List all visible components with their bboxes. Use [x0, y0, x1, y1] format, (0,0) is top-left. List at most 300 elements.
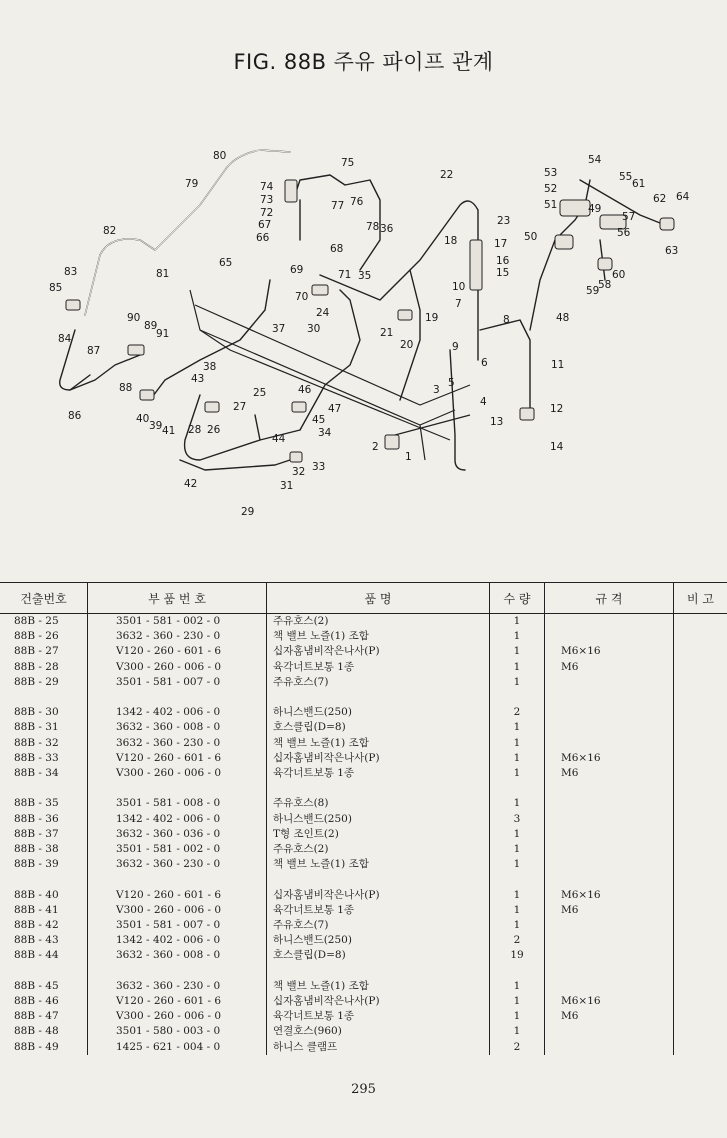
cell-ref: 88B - 29	[14, 675, 59, 688]
callout-number: 18	[444, 235, 458, 247]
cell-note	[674, 1009, 727, 1024]
cell-part-number: 3632 - 360 - 008 - 0	[88, 948, 267, 963]
callout-number: 5	[448, 377, 455, 389]
cell-ref: 88B - 28	[14, 660, 59, 673]
spacer-cell	[545, 964, 674, 979]
cell-ref: 88B - 47	[14, 1010, 59, 1023]
spacer-cell	[88, 781, 267, 796]
cell-ref: 88B - 38	[14, 843, 59, 856]
callout-number: 24	[316, 307, 330, 319]
header-qty: 수 량	[490, 583, 545, 614]
cell-part-number: 3632 - 360 - 036 - 0	[88, 827, 267, 842]
cell-qty: 1	[490, 644, 545, 659]
cell-part-number: 1342 - 402 - 006 - 0	[88, 705, 267, 720]
parts-list-table	[0, 582, 727, 1055]
cell-name: 주유호스(8)	[267, 796, 490, 811]
callout-number: 17	[494, 238, 508, 250]
callout-number: 56	[617, 227, 631, 239]
callout-number: 29	[241, 506, 255, 518]
cell-ref: 88B - 33	[14, 751, 59, 764]
cell-spec: M6	[545, 1009, 674, 1024]
cell-qty: 1	[490, 979, 545, 994]
cell-name: 육각너트보통 1종	[267, 903, 490, 918]
callout-number: 58	[598, 279, 612, 291]
cell-qty: 1	[490, 1009, 545, 1024]
cell-part-number: V300 - 260 - 006 - 0	[88, 1009, 267, 1024]
cell-qty: 1	[490, 736, 545, 751]
cell-part-number: 1342 - 402 - 006 - 0	[88, 812, 267, 827]
callout-number: 43	[191, 373, 205, 385]
cell-note	[674, 736, 727, 751]
callout-number: 37	[272, 323, 286, 335]
cell-part-number: 3632 - 360 - 230 - 0	[88, 857, 267, 872]
callout-number: 1	[405, 451, 412, 463]
callout-number: 2	[372, 441, 379, 453]
cell-name: 책 밸브 노즐(1) 조합	[267, 857, 490, 872]
callout-number: 61	[632, 178, 646, 190]
cell-part-number: V300 - 260 - 006 - 0	[88, 660, 267, 675]
cell-name: 책 밸브 노즐(1) 조합	[267, 736, 490, 751]
parts-table-body	[0, 614, 727, 1055]
spacer-cell	[545, 781, 674, 796]
callout-number: 33	[312, 461, 326, 473]
callout-number: 55	[619, 171, 633, 183]
callout-number: 8	[503, 314, 510, 326]
cell-name: 십자홈냄비작은나사(P)	[267, 888, 490, 903]
exploded-parts-diagram	[0, 140, 727, 530]
cell-ref: 88B - 46	[14, 995, 59, 1008]
callout-number: 67	[258, 219, 272, 231]
cell-spec	[545, 675, 674, 690]
callout-number: 72	[260, 207, 274, 219]
table-header-row	[0, 583, 727, 614]
callout-number: 38	[203, 361, 217, 373]
cell-qty: 1	[490, 1024, 545, 1039]
cell-note	[674, 842, 727, 857]
cell-note	[674, 766, 727, 781]
cell-name: T형 조인트(2)	[267, 827, 490, 842]
cell-name: 육각너트보통 1종	[267, 660, 490, 675]
table-row	[0, 857, 727, 872]
table-row	[0, 660, 727, 675]
spacer-cell	[0, 690, 88, 705]
spacer-cell	[490, 872, 545, 887]
cell-part-number: V120 - 260 - 601 - 6	[88, 994, 267, 1009]
spacer-cell	[490, 690, 545, 705]
callout-number: 26	[207, 424, 221, 436]
cell-qty: 1	[490, 614, 545, 630]
spacer-cell	[674, 964, 727, 979]
cell-part-number: 1342 - 402 - 006 - 0	[88, 933, 267, 948]
cell-qty: 1	[490, 918, 545, 933]
callout-number: 68	[330, 243, 344, 255]
callout-number: 19	[425, 312, 439, 324]
table-row	[0, 766, 727, 781]
table-row	[0, 994, 727, 1009]
spacer-cell	[0, 872, 88, 887]
cell-spec	[545, 614, 674, 630]
callout-number: 77	[331, 200, 345, 212]
spacer-cell	[88, 690, 267, 705]
cell-ref: 88B - 34	[14, 767, 59, 780]
callout-number: 65	[219, 257, 233, 269]
spacer-cell	[674, 872, 727, 887]
cell-spec: M6	[545, 660, 674, 675]
cell-ref: 88B - 43	[14, 934, 59, 947]
cell-name: 주유호스(2)	[267, 842, 490, 857]
callout-number: 82	[103, 225, 117, 237]
cell-note	[674, 644, 727, 659]
cell-ref: 88B - 41	[14, 903, 59, 916]
table-row	[0, 629, 727, 644]
table-row	[0, 1009, 727, 1024]
cell-qty: 2	[490, 1040, 545, 1055]
cell-spec: M6×16	[545, 644, 674, 659]
cell-note	[674, 614, 727, 630]
cell-spec: M6×16	[545, 751, 674, 766]
cell-note	[674, 812, 727, 827]
spacer-cell	[490, 781, 545, 796]
spacer-cell	[674, 690, 727, 705]
callout-number: 57	[622, 211, 636, 223]
cell-spec	[545, 1040, 674, 1055]
cell-name: 호스클립(D=8)	[267, 720, 490, 735]
callout-number: 60	[612, 269, 626, 281]
cell-name: 주유호스(7)	[267, 675, 490, 690]
table-row	[0, 720, 727, 735]
spacer-cell	[674, 781, 727, 796]
cell-ref: 88B - 44	[14, 949, 59, 962]
cell-name: 연결호스(960)	[267, 1024, 490, 1039]
cell-note	[674, 918, 727, 933]
cell-qty: 1	[490, 888, 545, 903]
callout-number: 86	[68, 410, 82, 422]
cell-part-number: V300 - 260 - 006 - 0	[88, 766, 267, 781]
cell-note	[674, 903, 727, 918]
cell-qty: 1	[490, 766, 545, 781]
callout-number: 12	[550, 403, 564, 415]
table-row	[0, 979, 727, 994]
callout-number: 46	[298, 384, 312, 396]
spacer-cell	[490, 964, 545, 979]
callout-number: 27	[233, 401, 247, 413]
cell-qty: 3	[490, 812, 545, 827]
group-spacer	[0, 872, 727, 887]
cell-part-number: V120 - 260 - 601 - 6	[88, 644, 267, 659]
cell-spec	[545, 918, 674, 933]
cell-note	[674, 857, 727, 872]
spacer-cell	[545, 690, 674, 705]
callout-number: 62	[653, 193, 667, 205]
callout-number: 52	[544, 183, 558, 195]
table-row	[0, 842, 727, 857]
cell-name: 책 밸브 노즐(1) 조합	[267, 629, 490, 644]
callout-number: 51	[544, 199, 558, 211]
cell-ref: 88B - 42	[14, 919, 59, 932]
cell-note	[674, 994, 727, 1009]
cell-note	[674, 933, 727, 948]
cell-qty: 2	[490, 705, 545, 720]
callout-number: 14	[550, 441, 564, 453]
cell-part-number: V300 - 260 - 006 - 0	[88, 903, 267, 918]
callout-number: 48	[556, 312, 570, 324]
callout-number: 9	[452, 341, 459, 353]
callout-number: 70	[295, 291, 309, 303]
cell-spec: M6	[545, 903, 674, 918]
cell-ref: 88B - 36	[14, 812, 59, 825]
table-row	[0, 948, 727, 963]
callout-number: 23	[497, 215, 511, 227]
table-row	[0, 705, 727, 720]
cell-name: 하니스밴드(250)	[267, 812, 490, 827]
spacer-cell	[267, 781, 490, 796]
callout-number: 50	[524, 231, 538, 243]
cell-spec	[545, 857, 674, 872]
cell-part-number: 3501 - 581 - 002 - 0	[88, 614, 267, 630]
callout-number: 73	[260, 194, 274, 206]
cell-ref: 88B - 35	[14, 797, 59, 810]
table-row	[0, 751, 727, 766]
callout-number: 78	[366, 221, 380, 233]
cell-note	[674, 796, 727, 811]
cell-spec: M6×16	[545, 994, 674, 1009]
callout-number: 45	[312, 414, 326, 426]
cell-ref: 88B - 48	[14, 1025, 59, 1038]
cell-ref: 88B - 39	[14, 858, 59, 871]
page-title: FIG. 88B 주유 파이프 관계	[233, 50, 494, 74]
callout-number: 11	[551, 359, 565, 371]
cell-qty: 1	[490, 660, 545, 675]
callout-number: 4	[480, 396, 487, 408]
cell-part-number: 3501 - 581 - 007 - 0	[88, 918, 267, 933]
cell-name: 하니스밴드(250)	[267, 933, 490, 948]
callout-number: 39	[149, 420, 163, 432]
cell-part-number: 3501 - 581 - 007 - 0	[88, 675, 267, 690]
cell-ref: 88B - 30	[14, 706, 59, 719]
cell-part-number: 1425 - 621 - 004 - 0	[88, 1040, 267, 1055]
header-part-number: 부 품 번 호	[88, 583, 267, 614]
cell-qty: 19	[490, 948, 545, 963]
cell-part-number: 3501 - 581 - 002 - 0	[88, 842, 267, 857]
callout-number: 80	[213, 150, 227, 162]
cell-note	[674, 705, 727, 720]
callout-number: 30	[307, 323, 321, 335]
cell-spec	[545, 1024, 674, 1039]
callout-number: 87	[87, 345, 101, 357]
callout-number: 22	[440, 169, 454, 181]
callout-number: 47	[328, 403, 342, 415]
cell-qty: 2	[490, 933, 545, 948]
cell-name: 하니스밴드(250)	[267, 705, 490, 720]
cell-note	[674, 948, 727, 963]
cell-spec	[545, 812, 674, 827]
callout-number: 54	[588, 154, 602, 166]
cell-part-number: 3632 - 360 - 230 - 0	[88, 736, 267, 751]
callout-number: 83	[64, 266, 78, 278]
callout-number: 21	[380, 327, 394, 339]
cell-note	[674, 720, 727, 735]
cell-qty: 1	[490, 629, 545, 644]
callout-number: 66	[256, 232, 270, 244]
callout-number: 90	[127, 312, 141, 324]
cell-name: 십자홈냄비작은나사(P)	[267, 644, 490, 659]
spacer-cell	[0, 964, 88, 979]
cell-note	[674, 660, 727, 675]
cell-spec	[545, 796, 674, 811]
cell-ref: 88B - 26	[14, 630, 59, 643]
callout-number: 71	[338, 269, 352, 281]
table-row	[0, 644, 727, 659]
cell-note	[674, 827, 727, 842]
cell-qty: 1	[490, 796, 545, 811]
cell-note	[674, 675, 727, 690]
cell-name: 십자홈냄비작은나사(P)	[267, 994, 490, 1009]
callout-number: 25	[253, 387, 267, 399]
header-spec: 규 격	[545, 583, 674, 614]
spacer-cell	[267, 690, 490, 705]
cell-ref: 88B - 49	[14, 1040, 59, 1053]
cell-name: 주유호스(7)	[267, 918, 490, 933]
callout-number: 75	[341, 157, 355, 169]
table-row	[0, 918, 727, 933]
callout-number: 81	[156, 268, 170, 280]
cell-spec	[545, 705, 674, 720]
callout-number: 32	[292, 466, 306, 478]
callout-number: 88	[119, 382, 133, 394]
cell-name: 육각너트보통 1종	[267, 1009, 490, 1024]
table-row	[0, 675, 727, 690]
callout-number: 63	[665, 245, 679, 257]
cell-part-number: V120 - 260 - 601 - 6	[88, 751, 267, 766]
group-spacer	[0, 781, 727, 796]
spacer-cell	[88, 872, 267, 887]
cell-qty: 1	[490, 857, 545, 872]
cell-ref: 88B - 27	[14, 645, 59, 658]
callout-number: 64	[676, 191, 690, 203]
callout-number: 76	[350, 196, 364, 208]
group-spacer	[0, 964, 727, 979]
cell-name: 호스클립(D=8)	[267, 948, 490, 963]
cell-qty: 1	[490, 994, 545, 1009]
cell-qty: 1	[490, 675, 545, 690]
callout-number: 34	[318, 427, 332, 439]
callout-number: 20	[400, 339, 414, 351]
cell-spec	[545, 979, 674, 994]
callout-number: 6	[481, 357, 488, 369]
callout-number: 41	[162, 425, 176, 437]
callout-number: 42	[184, 478, 198, 490]
table-row	[0, 1040, 727, 1055]
cell-ref: 88B - 40	[14, 888, 59, 901]
callout-number: 15	[496, 267, 510, 279]
table-row	[0, 812, 727, 827]
cell-name: 책 밸브 노즐(1) 조합	[267, 979, 490, 994]
callout-number: 89	[144, 320, 158, 332]
spacer-cell	[545, 872, 674, 887]
cell-spec	[545, 736, 674, 751]
cell-ref: 88B - 31	[14, 721, 59, 734]
header-ref: 건출번호	[0, 583, 88, 614]
cell-ref: 88B - 45	[14, 979, 59, 992]
table-row	[0, 614, 727, 630]
spacer-cell	[267, 964, 490, 979]
cell-spec	[545, 948, 674, 963]
cell-part-number: 3632 - 360 - 230 - 0	[88, 979, 267, 994]
cell-ref: 88B - 37	[14, 827, 59, 840]
cell-spec	[545, 629, 674, 644]
cell-ref: 88B - 25	[14, 615, 59, 627]
table-row	[0, 736, 727, 751]
callout-number: 40	[136, 413, 150, 425]
cell-qty: 1	[490, 751, 545, 766]
callout-number: 13	[490, 416, 504, 428]
cell-qty: 1	[490, 842, 545, 857]
cell-note	[674, 1024, 727, 1039]
spacer-cell	[88, 964, 267, 979]
header-note: 비 고	[674, 583, 727, 614]
cell-part-number: 3632 - 360 - 230 - 0	[88, 629, 267, 644]
table-row	[0, 888, 727, 903]
table-row	[0, 933, 727, 948]
spacer-cell	[267, 872, 490, 887]
callout-number: 3	[433, 384, 440, 396]
cell-qty: 1	[490, 827, 545, 842]
callout-number: 69	[290, 264, 304, 276]
callout-number: 79	[185, 178, 199, 190]
cell-name: 육각너트보통 1종	[267, 766, 490, 781]
cell-part-number: V120 - 260 - 601 - 6	[88, 888, 267, 903]
cell-spec	[545, 720, 674, 735]
spacer-cell	[0, 781, 88, 796]
callout-number: 36	[380, 223, 394, 235]
callout-number: 84	[58, 333, 72, 345]
cell-qty: 1	[490, 720, 545, 735]
cell-part-number: 3632 - 360 - 008 - 0	[88, 720, 267, 735]
table-row	[0, 796, 727, 811]
cell-ref: 88B - 32	[14, 736, 59, 749]
callout-number: 31	[280, 480, 294, 492]
cell-note	[674, 1040, 727, 1055]
pipe-assembly-drawing	[0, 140, 727, 530]
cell-spec: M6	[545, 766, 674, 781]
callout-number: 49	[588, 203, 602, 215]
table-row	[0, 903, 727, 918]
cell-spec	[545, 933, 674, 948]
cell-note	[674, 979, 727, 994]
cell-note	[674, 751, 727, 766]
group-spacer	[0, 690, 727, 705]
callout-number: 7	[455, 298, 462, 310]
callout-number: 85	[49, 282, 63, 294]
cell-part-number: 3501 - 580 - 003 - 0	[88, 1024, 267, 1039]
table-row	[0, 827, 727, 842]
callout-number: 10	[452, 281, 466, 293]
cell-qty: 1	[490, 903, 545, 918]
cell-spec	[545, 842, 674, 857]
cell-name: 십자홈냄비작은나사(P)	[267, 751, 490, 766]
callout-number: 35	[358, 270, 372, 282]
callout-number: 16	[496, 255, 510, 267]
callout-number: 53	[544, 167, 558, 179]
cell-note	[674, 629, 727, 644]
callout-number: 28	[188, 424, 202, 436]
callout-number: 91	[156, 328, 170, 340]
callout-labels	[49, 150, 690, 518]
cell-note	[674, 888, 727, 903]
cell-part-number: 3501 - 581 - 008 - 0	[88, 796, 267, 811]
header-name: 품 명	[267, 583, 490, 614]
callout-number: 59	[586, 285, 600, 297]
